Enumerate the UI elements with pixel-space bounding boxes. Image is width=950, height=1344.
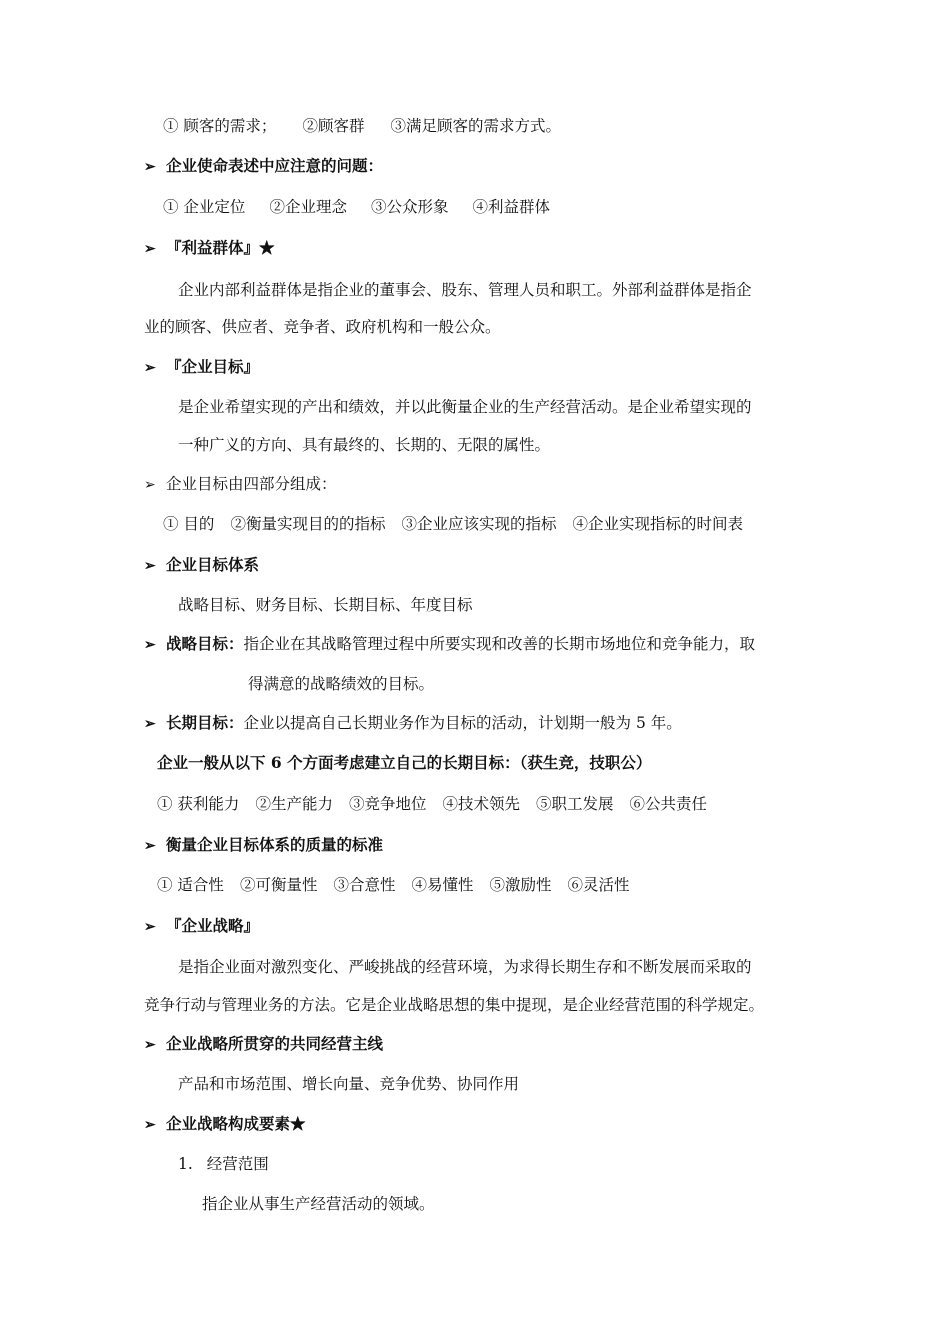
mission-item-1: ① 企业定位 [163, 198, 246, 216]
aspect-item-6: ⑥公共责任 [629, 795, 708, 813]
quality-heading [144, 834, 383, 857]
quality-item-5: ⑤激励性 [489, 876, 552, 894]
quality-item-6: ⑥灵活性 [567, 876, 630, 894]
strategy-heading [144, 915, 259, 938]
arrow-bullet-icon: ➢ [144, 159, 156, 175]
aspect-item-2: ②生产能力 [255, 795, 333, 813]
arrow-bullet-icon: ➢ [144, 360, 156, 376]
six-aspects-items [157, 793, 707, 815]
aspect-item-1: ① 获利能力 [157, 795, 240, 813]
aspect-item-4: ④技术领先 [442, 795, 520, 813]
goal-parts-items [163, 513, 743, 535]
arrow-bullet-icon: ➢ [144, 919, 156, 935]
mission-heading [144, 155, 383, 178]
stakeholder-paragraph-line-2: 业的顾客、供应者、竞争者、政府机构和一般公众。 [144, 318, 501, 336]
goal-part-1: ① 目的 [163, 515, 215, 533]
six-aspects-heading: 企业一般从以下 6 个方面考虑建立自己的长期目标：（获生竞，技职公） [157, 753, 652, 772]
goal-paragraph-line-2: 一种广义的方向、具有最终的、长期的、无限的属性。 [178, 436, 551, 454]
mission-items [163, 196, 550, 218]
stakeholder-paragraph-line-1: 企业内部利益群体是指企业的董事会、股东、管理人员和职工。外部利益群体是指企 [178, 281, 752, 299]
stakeholder-heading-text: 『利益群体』★ [166, 238, 275, 257]
customer-item-2: ②顾客群 [302, 117, 365, 135]
system-heading-text: 企业目标体系 [166, 555, 260, 574]
customer-item-1: ① 顾客的需求； [163, 117, 277, 135]
elements-heading [144, 1113, 306, 1136]
goal-part-4: ④企业实现指标的时间表 [572, 515, 743, 533]
mission-item-4: ④利益群体 [472, 198, 550, 216]
strategic-goal-text-1: 指企业在其战略管理过程中所要实现和改善的长期市场地位和竞争能力，取 [243, 635, 756, 653]
mainline-text: 产品和市场范围、增长向量、竞争优势、协同作用 [178, 1075, 520, 1093]
strategic-goal-line-1 [144, 633, 755, 656]
strategic-goal-label: 战略目标： [166, 634, 244, 653]
arrow-bullet-icon: ➢ [144, 1117, 156, 1133]
arrow-bullet-icon: ➢ [144, 241, 156, 257]
goal-heading [144, 356, 259, 379]
longterm-goal-label: 长期目标： [166, 713, 244, 732]
element-1-title [178, 1153, 269, 1175]
strategy-paragraph-line-1: 是指企业面对激烈变化、严峻挑战的经营环境，为求得长期生存和不断发展而采取的 [178, 958, 752, 976]
strategy-paragraph-line-2: 竞争行动与管理业务的方法。它是企业战略思想的集中提现，是企业经营范围的科学规定。 [144, 996, 765, 1014]
quality-item-2: ②可衡量性 [239, 876, 318, 894]
aspect-item-3: ③竞争地位 [348, 795, 427, 813]
goal-parts-heading [144, 473, 337, 496]
quality-item-4: ④易懂性 [411, 876, 474, 894]
system-text: 战略目标、财务目标、长期目标、年度目标 [178, 596, 473, 614]
strategy-heading-text: 『企业战略』 [166, 916, 260, 935]
customer-items [163, 115, 561, 137]
quality-item-1: ① 适合性 [157, 876, 224, 894]
goal-part-3: ③企业应该实现的指标 [401, 515, 557, 533]
goal-heading-text: 『企业目标』 [166, 357, 260, 376]
stakeholder-heading [144, 237, 275, 260]
longterm-goal-text: 企业以提高自己长期业务作为目标的活动，计划期一般为 5 年。 [243, 714, 682, 732]
arrow-bullet-icon: ➢ [144, 477, 156, 493]
longterm-goal-line [144, 712, 682, 735]
arrow-bullet-icon: ➢ [144, 558, 156, 574]
arrow-bullet-icon: ➢ [144, 716, 156, 732]
mission-item-2: ②企业理念 [269, 198, 347, 216]
mission-heading-text: 企业使命表述中应注意的问题： [166, 156, 384, 175]
arrow-bullet-icon: ➢ [144, 637, 156, 653]
arrow-bullet-icon: ➢ [144, 1037, 156, 1053]
element-1-title-text: 经营范围 [206, 1155, 269, 1173]
element-1-text: 指企业从事生产经营活动的领域。 [202, 1195, 435, 1213]
arrow-bullet-icon: ➢ [144, 838, 156, 854]
mainline-heading [144, 1033, 383, 1056]
quality-heading-text: 衡量企业目标体系的质量的标准 [166, 835, 384, 854]
mainline-heading-text: 企业战略所贯穿的共同经营主线 [166, 1034, 384, 1053]
mission-item-3: ③公众形象 [370, 198, 449, 216]
quality-item-3: ③合意性 [333, 876, 396, 894]
strategic-goal-text-2: 得满意的战略绩效的目标。 [248, 675, 435, 693]
quality-items [157, 874, 630, 896]
goal-parts-heading-text: 企业目标由四部分组成： [166, 475, 337, 493]
element-1-number: 1. [178, 1155, 193, 1173]
goal-part-2: ②衡量实现目的的指标 [230, 515, 386, 533]
elements-heading-text: 企业战略构成要素★ [166, 1114, 306, 1133]
aspect-item-5: ⑤职工发展 [535, 795, 614, 813]
customer-item-3: ③满足顾客的需求方式。 [390, 117, 561, 135]
goal-paragraph-line-1: 是企业希望实现的产出和绩效，并以此衡量企业的生产经营活动。是企业希望实现的 [178, 398, 752, 416]
system-heading [144, 554, 259, 577]
